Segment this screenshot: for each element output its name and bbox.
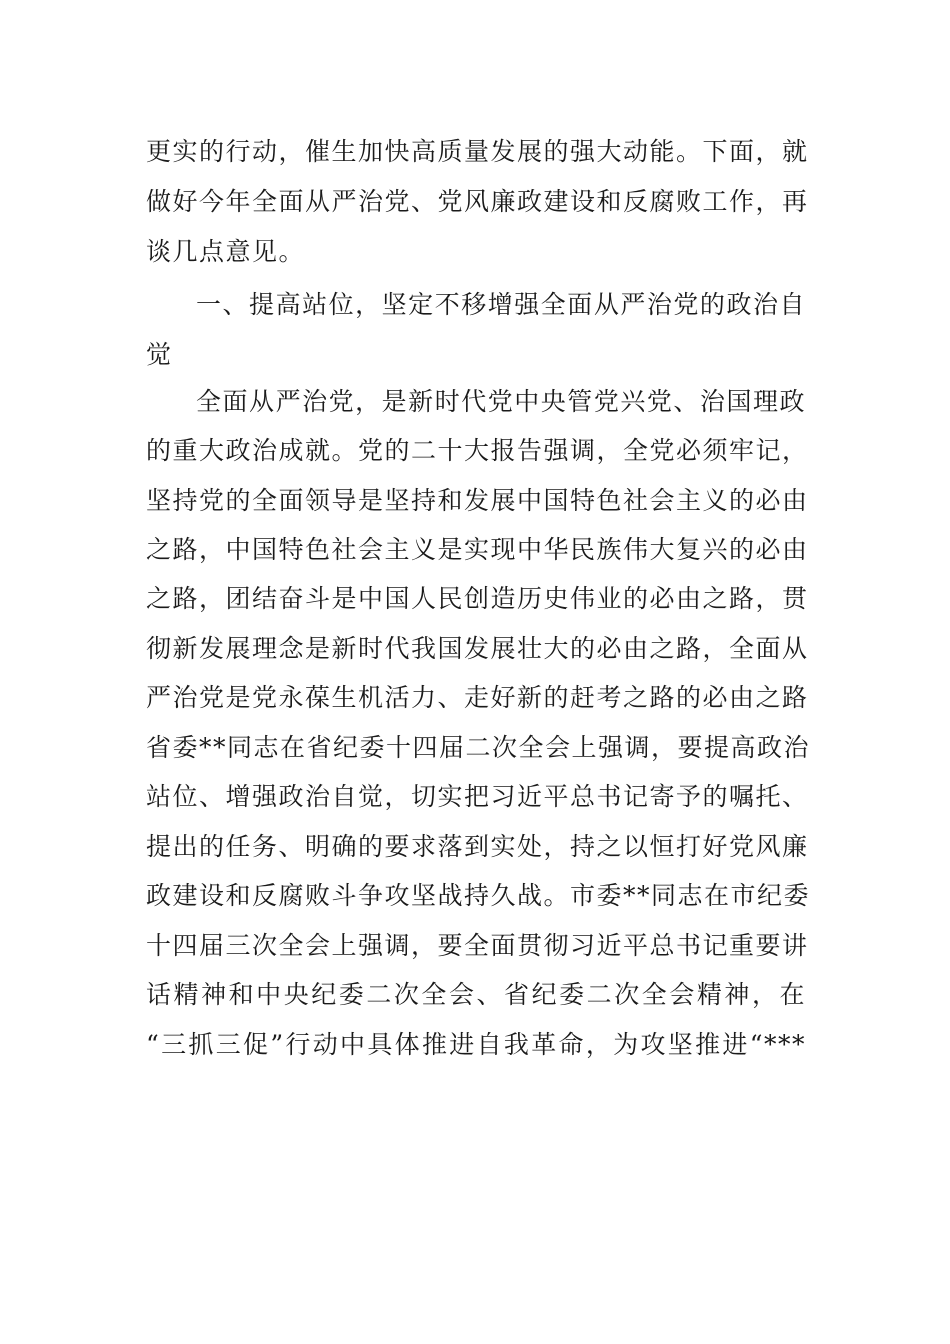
section-heading-continued: 觉 [146,340,173,369]
text-line: 全面从严治党，是新时代党中央管党兴党、治国理政 [196,387,806,416]
text-line: 彻新发展理念是新时代我国发展壮大的必由之路，全面从 [146,634,809,663]
text-line: 谈几点意见。 [146,237,306,266]
text-line: 政建设和反腐败斗争攻坚战持久战。市委**同志在市纪委 [146,881,811,910]
text-line: 十四届三次全会上强调，要全面贯彻习近平总书记重要讲 [146,931,809,960]
text-line: 更实的行动，催生加快高质量发展的强大动能。下面，就 [146,137,809,166]
text-line: 坚持党的全面领导是坚持和发展中国特色社会主义的必由 [146,486,809,515]
text-line: 严治党是党永葆生机活力、走好新的赶考之路的必由之路 [146,683,809,712]
text-line: 的重大政治成就。党的二十大报告强调，全党必须牢记， [146,436,809,465]
text-line: 之路，团结奋斗是中国人民创造历史伟业的必由之路，贯 [146,584,809,613]
text-line: 之路，中国特色社会主义是实现中华民族伟大复兴的必由 [146,535,809,564]
section-heading: 一、提高站位，坚定不移增强全面从严治党的政治自 [196,290,806,319]
text-line: 省委**同志在省纪委十四届二次全会上强调，要提高政治 [146,733,811,762]
text-line: 话精神和中央纪委二次全会、省纪委二次全会精神，在 [146,980,806,1009]
text-line: “三抓三促”行动中具体推进自我革命，为攻坚推进“*** [146,1030,806,1059]
text-line: 做好今年全面从严治党、党风廉政建设和反腐败工作，再 [146,187,809,216]
text-line: 站位、增强政治自觉，切实把习近平总书记寄予的嘱托、 [146,782,809,811]
text-line: 提出的任务、明确的要求落到实处，持之以恒打好党风廉 [146,832,809,861]
